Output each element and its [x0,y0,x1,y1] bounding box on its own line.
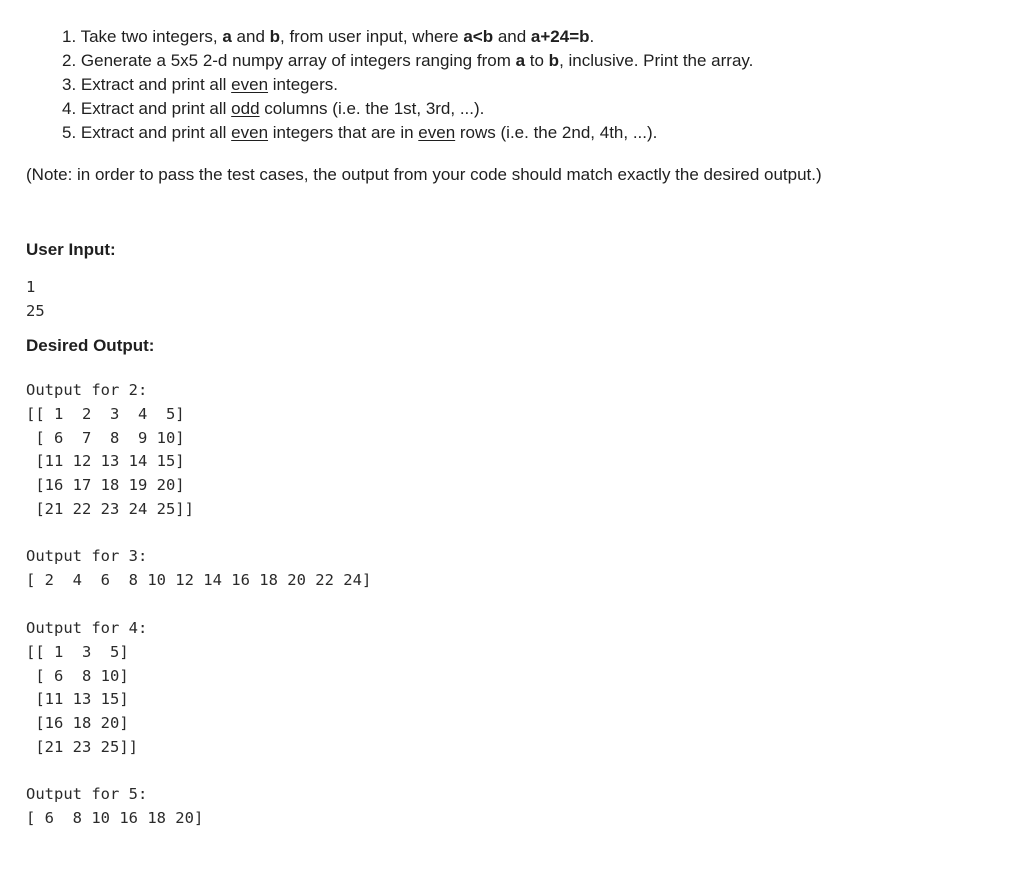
instruction-text: Extract and print all [80,123,232,142]
bold-term: a [222,27,232,46]
underlined-term: even [231,123,269,142]
bold-term: a+24=b [530,27,590,46]
instruction-number: 4. [62,99,81,118]
instruction-number: 5. [62,123,81,142]
output-line: [ 2 4 6 8 10 12 14 16 18 20 22 24] [26,570,372,589]
instruction-list [62,25,753,145]
output-line: [[ 1 3 5] [26,642,129,661]
output-line: [21 22 23 24 25]] [26,499,194,518]
output-line: [16 17 18 19 20] [26,476,185,495]
instruction-item [62,49,753,73]
instruction-text: and [231,27,270,46]
bold-term: a<b [463,27,494,46]
instruction-item [62,73,753,97]
instruction-item [62,25,753,49]
note-text: (Note: in order to pass the test cases, the output from your code should match exactly the desired output.) [26,165,822,184]
instruction-text: , inclusive. Print the array. [559,51,754,70]
instruction-text: Extract and print all [80,99,232,118]
instruction-item [62,97,753,121]
instruction-item [62,121,753,145]
instruction-number: 1. [62,27,81,46]
instruction-text: and [493,27,531,46]
output-block-2 [26,379,194,522]
underlined-term: odd [231,99,260,118]
instruction-text: rows (i.e. the 2nd, 4th, ...). [455,123,658,142]
output-line: Output for 5: [26,785,148,803]
user-input-line: 25 [26,301,45,320]
output-line: [11 12 13 14 15] [26,452,185,471]
output-line: Output for 3: [26,547,148,565]
instruction-text: integers. [268,75,338,94]
output-line: [21 23 25]] [26,737,138,756]
instruction-text: Extract and print all [80,75,232,94]
output-line: Output for 4: [26,619,148,637]
instruction-number: 3. [62,75,81,94]
output-block-4 [26,617,147,760]
instruction-text: to [525,51,549,70]
output-line: [11 13 15] [26,690,129,709]
user-input-block [26,276,45,324]
bold-term: b [548,51,560,70]
desired-output-heading: Desired Output: [26,336,155,355]
output-line: [16 18 20] [26,714,129,733]
instruction-text: Generate a 5x5 2-d numpy array of integers ranging from [80,51,516,70]
instruction-text: columns (i.e. the 1st, 3rd, ...). [259,99,485,118]
output-line: [ 6 8 10] [26,666,129,685]
output-block-3 [26,545,371,593]
output-block-5 [26,783,203,831]
instruction-text: integers that are in [268,123,419,142]
output-line: Output for 2: [26,381,148,399]
underlined-term: even [418,123,456,142]
user-input-line: 1 [26,278,36,296]
output-line: [[ 1 2 3 4 5] [26,404,185,423]
instruction-text: , from user input, where [280,27,464,46]
output-line: [ 6 7 8 9 10] [26,428,185,447]
bold-term: b [269,27,281,46]
user-input-heading: User Input: [26,240,116,259]
instruction-text: Take two integers, [80,27,223,46]
bold-term: a [515,51,526,70]
output-line: [ 6 8 10 16 18 20] [26,808,204,827]
underlined-term: even [231,75,269,94]
instruction-number: 2. [62,51,81,70]
instruction-text: . [589,27,595,46]
